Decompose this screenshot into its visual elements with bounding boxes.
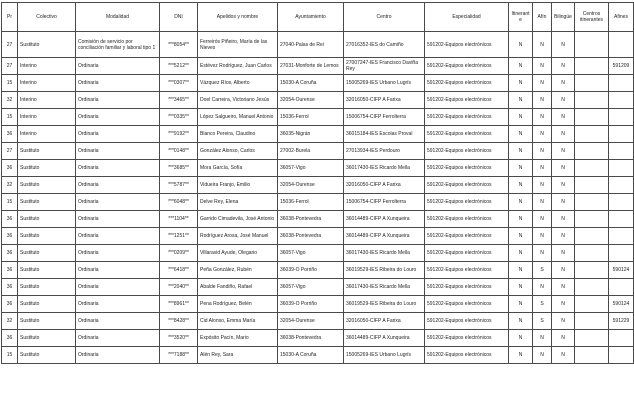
cell-colectivo: Interino: [18, 109, 76, 126]
cell-itinerante: N: [509, 262, 533, 279]
cell-bilingue: N: [552, 143, 575, 160]
cell-colectivo: Sustituto: [18, 160, 76, 177]
table-row: [2, 126, 634, 143]
cell-ayuntamiento: 32054-Ourense: [278, 92, 344, 109]
cell-especialidad: 591202-Equipos electrónicos: [425, 75, 509, 92]
cell-bilingue: N: [552, 296, 575, 313]
cell-bilingue: N: [552, 279, 575, 296]
cell-apelidos-nombre: González Alonso, Carlos: [198, 143, 278, 160]
cell-afines: [609, 330, 634, 347]
cell-ayuntamiento: 36039-O Porriño: [278, 296, 344, 313]
cell-afin: N: [533, 126, 552, 143]
cell-pr: 15: [2, 109, 18, 126]
cell-dni: ***5212**: [160, 58, 198, 75]
cell-centro: 36017430-IES Ricardo Mella: [344, 279, 425, 296]
cell-afines: [609, 279, 634, 296]
cell-especialidad: 591202-Equipos electrónicos: [425, 160, 509, 177]
table-row: [2, 330, 634, 347]
cell-centro: 15005269-IES Urbano Lugrís: [344, 347, 425, 364]
table-row: [2, 109, 634, 126]
table-body: [2, 32, 634, 364]
cell-centros-itinerantes: [575, 211, 609, 228]
cell-colectivo: Sustituto: [18, 194, 76, 211]
cell-dni: ***6418**: [160, 262, 198, 279]
cell-colectivo: Interino: [18, 58, 76, 75]
header-afin: Afín: [533, 3, 552, 32]
cell-itinerante: N: [509, 177, 533, 194]
cell-centros-itinerantes: [575, 109, 609, 126]
cell-especialidad: 591202-Equipos electrónicos: [425, 143, 509, 160]
cell-itinerante: N: [509, 92, 533, 109]
cell-bilingue: N: [552, 245, 575, 262]
cell-itinerante: N: [509, 228, 533, 245]
cell-centro: 36019529-IES Ribeira do Louro: [344, 296, 425, 313]
cell-apelidos-nombre: Expósito Pacín, Mario: [198, 330, 278, 347]
cell-pr: 32: [2, 177, 18, 194]
cell-dni: ***6048**: [160, 194, 198, 211]
cell-pr: 27: [2, 32, 18, 58]
cell-dni: ***3685**: [160, 160, 198, 177]
cell-ayuntamiento: 27031-Monforte de Lemos: [278, 58, 344, 75]
table-row: [2, 228, 634, 245]
cell-dni: ***9192**: [160, 126, 198, 143]
cell-modalidad: Ordinaria: [76, 75, 160, 92]
cell-modalidad: Comisión de servicio por conciliación familiar y laboral tipo 1: [76, 32, 160, 58]
cell-bilingue: N: [552, 92, 575, 109]
cell-centros-itinerantes: [575, 32, 609, 58]
cell-colectivo: Sustituto: [18, 32, 76, 58]
cell-afines: [609, 109, 634, 126]
cell-afines: [609, 228, 634, 245]
cell-colectivo: Sustituto: [18, 313, 76, 330]
cell-apelidos-nombre: Doel Carreira, Victoriano Jesús: [198, 92, 278, 109]
cell-dni: ***8428**: [160, 313, 198, 330]
cell-dni: ***1251**: [160, 228, 198, 245]
cell-centros-itinerantes: [575, 313, 609, 330]
cell-colectivo: Sustituto: [18, 279, 76, 296]
cell-apelidos-nombre: Mora García, Sofía: [198, 160, 278, 177]
cell-apelidos-nombre: Peña González, Rubén: [198, 262, 278, 279]
cell-afin: N: [533, 194, 552, 211]
cell-itinerante: N: [509, 296, 533, 313]
cell-bilingue: N: [552, 58, 575, 75]
cell-modalidad: Ordinaria: [76, 92, 160, 109]
cell-itinerante: N: [509, 313, 533, 330]
cell-apelidos-nombre: Estévez Rodríguez, Juan Carlos: [198, 58, 278, 75]
cell-afines: [609, 92, 634, 109]
cell-apelidos-nombre: Abalde Fandiño, Rafael: [198, 279, 278, 296]
cell-afin: N: [533, 160, 552, 177]
cell-itinerante: N: [509, 160, 533, 177]
cell-afin: S: [533, 296, 552, 313]
cell-especialidad: 591202-Equipos electrónicos: [425, 330, 509, 347]
cell-centros-itinerantes: [575, 160, 609, 177]
header-dni: DNI: [160, 3, 198, 32]
table-row: [2, 143, 634, 160]
cell-pr: 15: [2, 75, 18, 92]
cell-centros-itinerantes: [575, 92, 609, 109]
cell-pr: 36: [2, 330, 18, 347]
table-row: [2, 92, 634, 109]
cell-itinerante: N: [509, 32, 533, 58]
cell-afin: N: [533, 279, 552, 296]
cell-bilingue: N: [552, 211, 575, 228]
cell-itinerante: N: [509, 75, 533, 92]
cell-colectivo: Interino: [18, 126, 76, 143]
cell-modalidad: Ordinaria: [76, 245, 160, 262]
header-pr: Pr: [2, 3, 18, 32]
cell-modalidad: Ordinaria: [76, 330, 160, 347]
cell-especialidad: 591202-Equipos electrónicos: [425, 126, 509, 143]
cell-centros-itinerantes: [575, 58, 609, 75]
header-bilingue: Bilingüe: [552, 3, 575, 32]
cell-centros-itinerantes: [575, 279, 609, 296]
cell-especialidad: 591202-Equipos electrónicos: [425, 211, 509, 228]
header-modalidad: Modalidad: [76, 3, 160, 32]
cell-afin: N: [533, 58, 552, 75]
cell-centro: 27007247-IES Francisco Daviña Rey: [344, 58, 425, 75]
cell-ayuntamiento: 36039-O Porriño: [278, 262, 344, 279]
cell-afin: N: [533, 177, 552, 194]
cell-centro: 36015184-IES Escolas Proval: [344, 126, 425, 143]
cell-especialidad: 591202-Equipos electrónicos: [425, 262, 509, 279]
cell-ayuntamiento: 36057-Vigo: [278, 160, 344, 177]
header-especialidad: Especialidad: [425, 3, 509, 32]
cell-apelidos-nombre: Alén Rey, Sara: [198, 347, 278, 364]
table-header: [2, 3, 634, 32]
cell-afin: N: [533, 109, 552, 126]
cell-centros-itinerantes: [575, 245, 609, 262]
cell-bilingue: N: [552, 177, 575, 194]
cell-itinerante: N: [509, 126, 533, 143]
cell-pr: 32: [2, 313, 18, 330]
cell-dni: ***0209**: [160, 245, 198, 262]
table-row: [2, 313, 634, 330]
cell-centro: 36014489-CIFP A Xunqueira: [344, 330, 425, 347]
cell-afines: [609, 32, 634, 58]
cell-afin: S: [533, 313, 552, 330]
cell-modalidad: Ordinaria: [76, 262, 160, 279]
table-row: [2, 296, 634, 313]
cell-colectivo: Sustituto: [18, 296, 76, 313]
cell-especialidad: 591202-Equipos electrónicos: [425, 92, 509, 109]
header-centro: Centro: [344, 3, 425, 32]
cell-centro: 15006754-CIFP Ferrolterra: [344, 194, 425, 211]
cell-centro: 36014489-CIFP A Xunqueira: [344, 211, 425, 228]
cell-apelidos-nombre: Garrido Cimadevila, José Antonio: [198, 211, 278, 228]
cell-dni: ***3465**: [160, 92, 198, 109]
cell-centro: 27013934-IES Perdouro: [344, 143, 425, 160]
cell-pr: 15: [2, 347, 18, 364]
cell-especialidad: 591202-Equipos electrónicos: [425, 177, 509, 194]
cell-afin: N: [533, 75, 552, 92]
cell-ayuntamiento: 27040-Palas de Rei: [278, 32, 344, 58]
cell-itinerante: N: [509, 109, 533, 126]
header-afines: Afines: [609, 3, 634, 32]
cell-ayuntamiento: 15036-Ferrol: [278, 109, 344, 126]
cell-apelidos-nombre: Rodríguez Arosa, José Manuel: [198, 228, 278, 245]
cell-especialidad: 591202-Equipos electrónicos: [425, 279, 509, 296]
cell-modalidad: Ordinaria: [76, 211, 160, 228]
cell-pr: 36: [2, 211, 18, 228]
cell-especialidad: 591202-Equipos electrónicos: [425, 347, 509, 364]
cell-dni: ***0148**: [160, 143, 198, 160]
cell-especialidad: 591202-Equipos electrónicos: [425, 194, 509, 211]
cell-colectivo: Sustituto: [18, 245, 76, 262]
table-row: [2, 75, 634, 92]
table-row: [2, 211, 634, 228]
cell-centros-itinerantes: [575, 75, 609, 92]
cell-pr: 27: [2, 58, 18, 75]
cell-bilingue: N: [552, 160, 575, 177]
cell-pr: 36: [2, 160, 18, 177]
cell-centros-itinerantes: [575, 347, 609, 364]
cell-apelidos-nombre: López Salgueiro, Manuel Antonio: [198, 109, 278, 126]
cell-afines: [609, 160, 634, 177]
cell-afin: N: [533, 330, 552, 347]
cell-especialidad: 591202-Equipos electrónicos: [425, 58, 509, 75]
cell-centros-itinerantes: [575, 177, 609, 194]
cell-bilingue: N: [552, 330, 575, 347]
cell-itinerante: N: [509, 58, 533, 75]
table-row: [2, 279, 634, 296]
cell-afines: [609, 75, 634, 92]
cell-modalidad: Ordinaria: [76, 160, 160, 177]
cell-dni: ***1104**: [160, 211, 198, 228]
cell-colectivo: Sustituto: [18, 262, 76, 279]
cell-centros-itinerantes: [575, 143, 609, 160]
cell-especialidad: 591202-Equipos electrónicos: [425, 245, 509, 262]
cell-apelidos-nombre: Cid Alonso, Emma María: [198, 313, 278, 330]
cell-centros-itinerantes: [575, 126, 609, 143]
cell-centro: 15005269-IES Urbano Lugrís: [344, 75, 425, 92]
cell-colectivo: Sustituto: [18, 177, 76, 194]
cell-pr: 36: [2, 296, 18, 313]
cell-especialidad: 591202-Equipos electrónicos: [425, 228, 509, 245]
cell-bilingue: N: [552, 262, 575, 279]
header-colectivo: Colectivo: [18, 3, 76, 32]
cell-bilingue: N: [552, 313, 575, 330]
cell-afin: N: [533, 347, 552, 364]
cell-ayuntamiento: 36035-Nigrán: [278, 126, 344, 143]
cell-bilingue: N: [552, 32, 575, 58]
cell-ayuntamiento: 15030-A Coruña: [278, 75, 344, 92]
cell-bilingue: N: [552, 228, 575, 245]
cell-afines: [609, 347, 634, 364]
cell-apelidos-nombre: Ferreirós Piñeiro, María de las Nieves: [198, 32, 278, 58]
cell-afines: [609, 245, 634, 262]
cell-dni: ***5787**: [160, 177, 198, 194]
table-row: [2, 194, 634, 211]
cell-modalidad: Ordinaria: [76, 177, 160, 194]
cell-afines: 590124: [609, 262, 634, 279]
cell-dni: ***0307**: [160, 75, 198, 92]
cell-modalidad: Ordinaria: [76, 109, 160, 126]
cell-itinerante: N: [509, 143, 533, 160]
header-ayuntamiento: Ayuntamiento: [278, 3, 344, 32]
cell-centro: 36019529-IES Ribeira do Louro: [344, 262, 425, 279]
cell-colectivo: Sustituto: [18, 143, 76, 160]
header-centros-itinerantes: Centros itinerantes: [575, 3, 609, 32]
table-row: [2, 160, 634, 177]
cell-afin: N: [533, 245, 552, 262]
cell-especialidad: 591202-Equipos electrónicos: [425, 109, 509, 126]
cell-centro: 32016050-CIFP A Farixa: [344, 313, 425, 330]
cell-itinerante: N: [509, 330, 533, 347]
cell-modalidad: Ordinaria: [76, 143, 160, 160]
cell-apelidos-nombre: Vázquez Ríos, Alberto: [198, 75, 278, 92]
cell-apelidos-nombre: Pena Rodríguez, Belén: [198, 296, 278, 313]
cell-colectivo: Interino: [18, 75, 76, 92]
cell-dni: ***2040**: [160, 279, 198, 296]
cell-apelidos-nombre: Blanco Pereira, Claudino: [198, 126, 278, 143]
header-apelidos-nombre: Apelidos y nombre: [198, 3, 278, 32]
cell-ayuntamiento: 36057-Vigo: [278, 279, 344, 296]
cell-modalidad: Ordinaria: [76, 296, 160, 313]
cell-pr: 36: [2, 228, 18, 245]
cell-afines: [609, 211, 634, 228]
cell-ayuntamiento: 36038-Pontevedra: [278, 211, 344, 228]
cell-afines: [609, 126, 634, 143]
cell-afin: N: [533, 92, 552, 109]
cell-bilingue: N: [552, 75, 575, 92]
cell-itinerante: N: [509, 211, 533, 228]
cell-dni: ***3520**: [160, 330, 198, 347]
cell-afin: N: [533, 228, 552, 245]
cell-centros-itinerantes: [575, 296, 609, 313]
cell-centro: 15006754-CIFP Ferrolterra: [344, 109, 425, 126]
cell-centro: 27016352-IES do Camiño: [344, 32, 425, 58]
table-row: [2, 347, 634, 364]
cell-colectivo: Interino: [18, 92, 76, 109]
cell-centro: 36017430-IES Ricardo Mella: [344, 160, 425, 177]
table-row: [2, 262, 634, 279]
cell-centros-itinerantes: [575, 262, 609, 279]
assignments-table: [1, 2, 634, 364]
cell-ayuntamiento: 32054-Ourense: [278, 177, 344, 194]
cell-especialidad: 591202-Equipos electrónicos: [425, 296, 509, 313]
cell-modalidad: Ordinaria: [76, 194, 160, 211]
cell-modalidad: Ordinaria: [76, 228, 160, 245]
cell-ayuntamiento: 27002-Burela: [278, 143, 344, 160]
cell-afin: S: [533, 262, 552, 279]
cell-itinerante: N: [509, 194, 533, 211]
cell-colectivo: Sustituto: [18, 228, 76, 245]
cell-centro: 32016050-CIFP A Farixa: [344, 92, 425, 109]
cell-modalidad: Ordinaria: [76, 279, 160, 296]
header-row: [2, 3, 634, 32]
cell-apelidos-nombre: Delve Rey, Elena: [198, 194, 278, 211]
cell-ayuntamiento: 36038-Pontevedra: [278, 228, 344, 245]
cell-ayuntamiento: 32054-Ourense: [278, 313, 344, 330]
cell-apelidos-nombre: Villaravid Ayude, Olegario: [198, 245, 278, 262]
cell-dni: ***8054**: [160, 32, 198, 58]
table-row: [2, 177, 634, 194]
cell-modalidad: Ordinaria: [76, 126, 160, 143]
table-row: [2, 245, 634, 262]
cell-bilingue: N: [552, 347, 575, 364]
cell-afin: N: [533, 211, 552, 228]
cell-afines: [609, 194, 634, 211]
cell-bilingue: N: [552, 126, 575, 143]
cell-itinerante: N: [509, 347, 533, 364]
cell-pr: 36: [2, 262, 18, 279]
cell-afin: N: [533, 32, 552, 58]
cell-afines: 591229: [609, 313, 634, 330]
cell-ayuntamiento: 15030-A Coruña: [278, 347, 344, 364]
cell-centros-itinerantes: [575, 194, 609, 211]
cell-centros-itinerantes: [575, 228, 609, 245]
table-row: [2, 58, 634, 75]
table-row: [2, 32, 634, 58]
cell-pr: 32: [2, 92, 18, 109]
cell-modalidad: Ordinaria: [76, 347, 160, 364]
cell-centros-itinerantes: [575, 330, 609, 347]
cell-afines: [609, 177, 634, 194]
cell-afin: N: [533, 143, 552, 160]
cell-bilingue: N: [552, 194, 575, 211]
cell-centro: 36014489-CIFP A Xunqueira: [344, 228, 425, 245]
cell-colectivo: Sustituto: [18, 211, 76, 228]
cell-pr: 36: [2, 245, 18, 262]
cell-apelidos-nombre: Vidueira Franjo, Emilio: [198, 177, 278, 194]
cell-ayuntamiento: 15036-Ferrol: [278, 194, 344, 211]
cell-ayuntamiento: 36057-Vigo: [278, 245, 344, 262]
cell-modalidad: Ordinaria: [76, 58, 160, 75]
cell-itinerante: N: [509, 245, 533, 262]
cell-afines: 591209: [609, 58, 634, 75]
cell-pr: 36: [2, 279, 18, 296]
cell-centro: 32016050-CIFP A Farixa: [344, 177, 425, 194]
cell-itinerante: N: [509, 279, 533, 296]
cell-colectivo: Sustituto: [18, 347, 76, 364]
cell-colectivo: Sustituto: [18, 330, 76, 347]
cell-afines: [609, 143, 634, 160]
cell-pr: 27: [2, 143, 18, 160]
cell-centro: 36017430-IES Ricardo Mella: [344, 245, 425, 262]
cell-dni: ***8961**: [160, 296, 198, 313]
cell-ayuntamiento: 36038-Pontevedra: [278, 330, 344, 347]
cell-dni: ***0335**: [160, 109, 198, 126]
cell-especialidad: 591202-Equipos electrónicos: [425, 32, 509, 58]
cell-pr: 15: [2, 194, 18, 211]
cell-dni: ***7188**: [160, 347, 198, 364]
cell-modalidad: Ordinaria: [76, 313, 160, 330]
header-itinerante: Itinerante: [509, 3, 533, 32]
cell-bilingue: N: [552, 109, 575, 126]
cell-afines: 590124: [609, 296, 634, 313]
cell-pr: 36: [2, 126, 18, 143]
cell-especialidad: 591202-Equipos electrónicos: [425, 313, 509, 330]
document-page: [1, 2, 634, 364]
